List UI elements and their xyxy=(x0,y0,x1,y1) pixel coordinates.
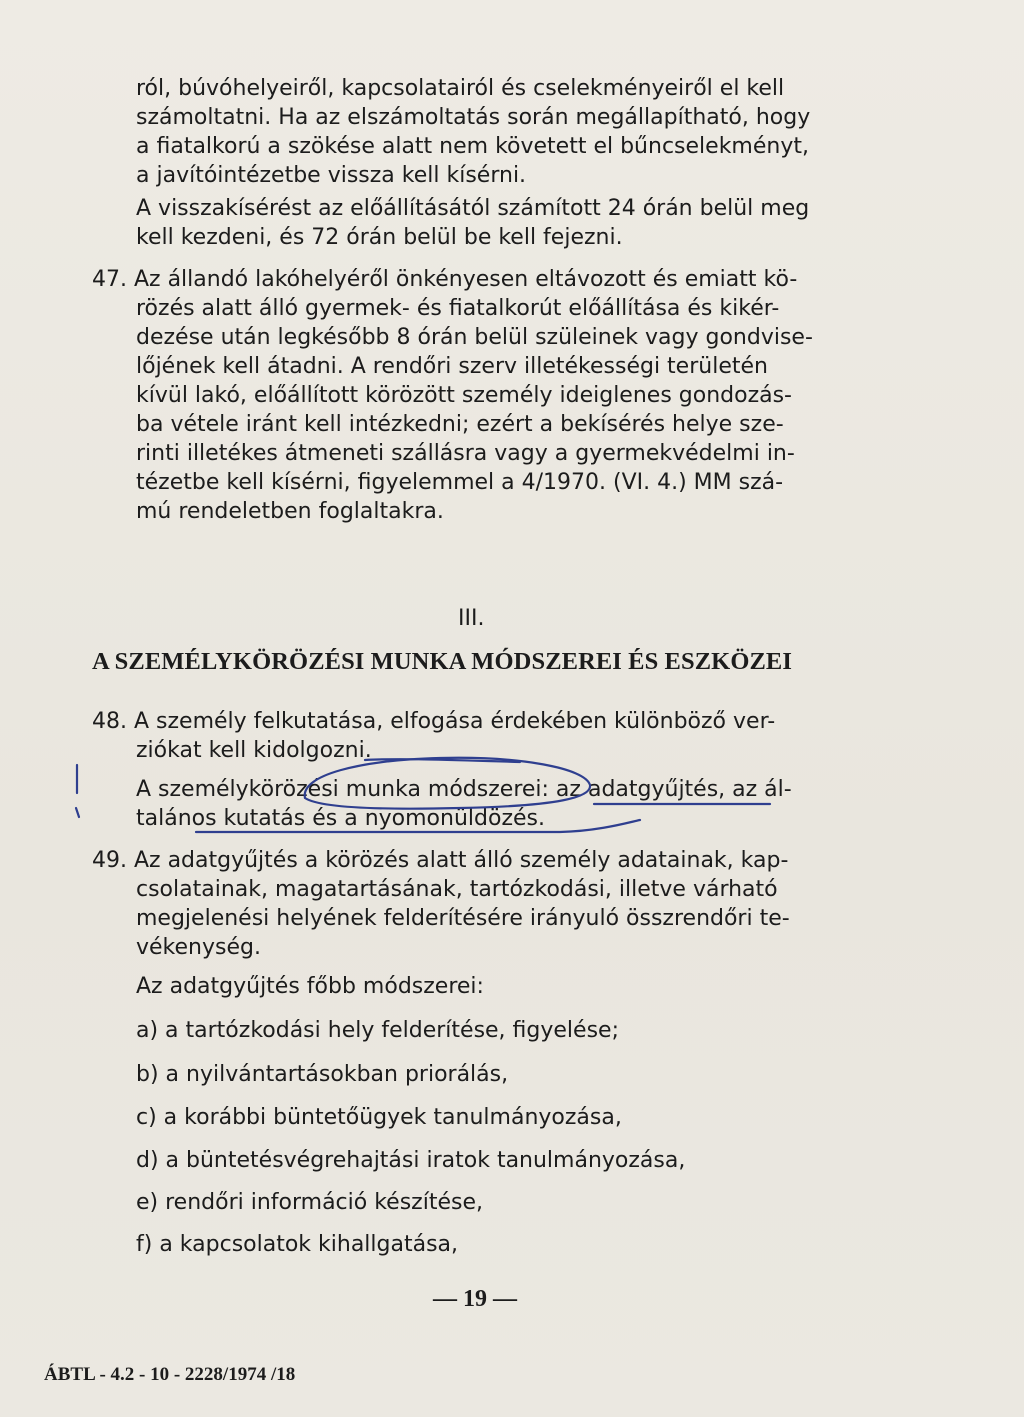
paragraph-49-line: megjelenési helyének felderítésére irányuló összrendőri te- xyxy=(136,906,790,931)
paragraph-49-line: 49. Az adatgyűjtés a körözés alatt álló személy adatainak, kap- xyxy=(92,848,789,873)
text-line: számoltatni. Ha az elszámoltatás során megállapítható, hogy xyxy=(136,105,811,130)
text-line: A visszakísérést az előállításától számított 24 órán belül meg xyxy=(136,196,810,221)
list-item: a) a tartózkodási hely felderítése, figyelése; xyxy=(136,1018,619,1043)
list-item: e) rendőri információ készítése, xyxy=(136,1190,483,1215)
paragraph-49-line: csolatainak, magatartásának, tartózkodási, illetve várható xyxy=(136,877,778,902)
paragraph-47-line: mú rendeletben foglaltakra. xyxy=(136,499,444,524)
list-item: c) a korábbi büntetőügyek tanulmányozása, xyxy=(136,1105,622,1130)
margin-mark xyxy=(76,808,79,817)
paragraph-48-line: A személykörözési munka módszerei: az adatgyűjtés, az ál- xyxy=(136,777,792,802)
paragraph-48-line: ziókat kell kidolgozni. xyxy=(136,738,372,763)
text-line: a javítóintézetbe vissza kell kísérni. xyxy=(136,163,527,188)
section-heading: A SZEMÉLYKÖRÖZÉSI MUNKA MÓDSZEREI ÉS ESZKÖZEI xyxy=(92,648,792,675)
paragraph-48-line: talános kutatás és a nyomonüldözés. xyxy=(136,806,545,831)
paragraph-47-line: ba vétele iránt kell intézkedni; ezért a bekísérés helye sze- xyxy=(136,412,784,437)
list-item: f) a kapcsolatok kihallgatása, xyxy=(136,1232,459,1257)
paragraph-47-line: lőjének kell átadni. A rendőri szerv illetékességi területén xyxy=(136,354,768,379)
handwritten-stroke xyxy=(365,759,520,762)
paragraph-47-line: tézetbe kell kísérni, figyelemmel a 4/1970. (VI. 4.) MM szá- xyxy=(136,470,784,495)
archive-reference: ÁBTL - 4.2 - 10 - 2228/1974 /18 xyxy=(44,1364,296,1385)
paragraph-47-line: kívül lakó, előállított körözött személy ideiglenes gondozás- xyxy=(136,383,792,408)
page-number: — 19 — xyxy=(433,1286,517,1312)
paragraph-47-line: dezése után legkésőbb 8 órán belül szüleinek vagy gondvise- xyxy=(136,325,813,350)
paragraph-47-line: rözés alatt álló gyermek- és fiatalkorút előállítása és kikér- xyxy=(136,296,780,321)
list-item: d) a büntetésvégrehajtási iratok tanulmányozása, xyxy=(136,1148,686,1173)
section-number: III. xyxy=(458,606,485,631)
paragraph-47-line: 47. Az állandó lakóhelyéről önkényesen eltávozott és emiatt kö- xyxy=(92,267,798,292)
text-line: ról, búvóhelyeiről, kapcsolatairól és cselekményeiről el kell xyxy=(136,76,785,101)
paragraph-47-line: rinti illetékes átmeneti szállásra vagy a gyermekvédelmi in- xyxy=(136,441,795,466)
list-item: b) a nyilvántartásokban priorálás, xyxy=(136,1062,509,1087)
paragraph-49-line: vékenység. xyxy=(136,935,261,960)
text-line: kell kezdeni, és 72 órán belül be kell fejezni. xyxy=(136,225,623,250)
paragraph-49-line: Az adatgyűjtés főbb módszerei: xyxy=(136,974,484,999)
text-line: a fiatalkorú a szökése alatt nem követett el bűncselekményt, xyxy=(136,134,809,159)
paragraph-48-line: 48. A személy felkutatása, elfogása érdekében különböző ver- xyxy=(92,709,776,734)
